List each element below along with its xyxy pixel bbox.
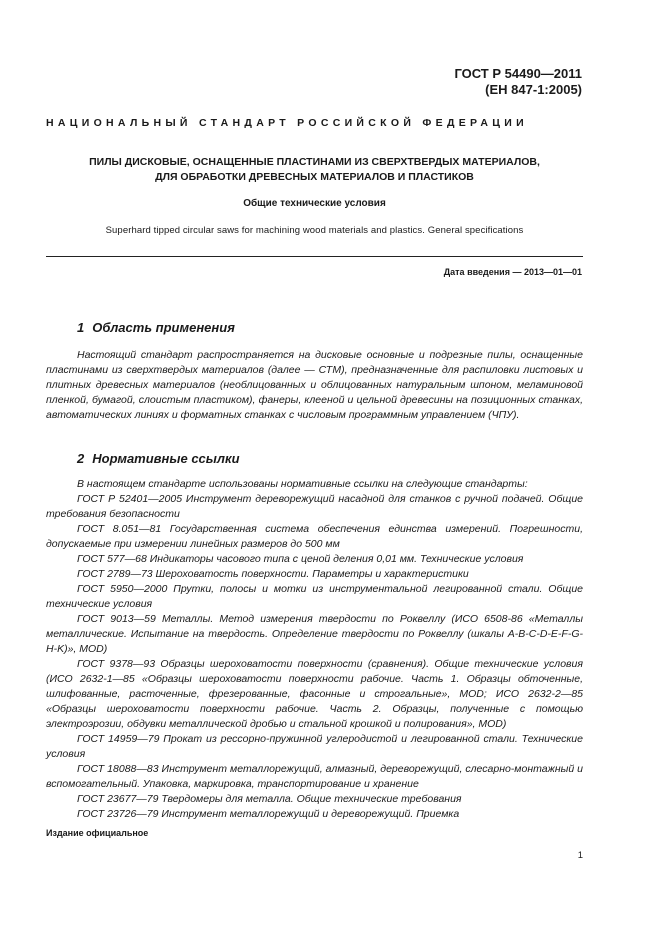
reference-item: ГОСТ Р 52401—2005 Инструмент дереворежущий насадной для станков с ручной подачей. Общие требования безопасности (46, 493, 583, 520)
reference-item: ГОСТ 2789—73 Шероховатость поверхности. Параметры и характеристики (77, 568, 469, 580)
section-1-heading (77, 320, 235, 335)
section-number: 1 (77, 320, 85, 335)
reference-item: ГОСТ 5950—2000 Прутки, полосы и мотки из инструментальной легированной стали. Общие технические условия (46, 583, 583, 610)
document-title (46, 155, 583, 185)
section-1-body (46, 348, 583, 423)
document-subtitle: Общие технические условия (243, 198, 386, 209)
reference-item: ГОСТ 577—68 Индикаторы часового типа с ценой деления 0,01 мм. Технические условия (77, 553, 524, 565)
reference-item: ГОСТ 23726—79 Инструмент металлорежущий и дереворежущий. Приемка (77, 808, 460, 820)
title-line-2: ДЛЯ ОБРАБОТКИ ДРЕВЕСНЫХ МАТЕРИАЛОВ И ПЛАСТИКОВ (155, 171, 474, 183)
section-title: Нормативные ссылки (92, 451, 240, 466)
section-number: 2 (77, 451, 85, 466)
section-title: Область применения (92, 320, 235, 335)
page-number: 1 (577, 850, 583, 861)
national-standard-heading: НАЦИОНАЛЬНЫЙ СТАНДАРТ РОССИЙСКОЙ ФЕДЕРАЦИИ (46, 117, 528, 129)
reference-item: ГОСТ 18088—83 Инструмент металлорежущий, алмазный, дереворежущий, слесарно-монтажный и вспомогательный. Упаковка, маркировка, транспортирование и хранение (46, 763, 583, 790)
reference-item: ГОСТ 8.051—81 Государственная система обеспечения единства измерений. Погрешности, допускаемые при измерении линейных размеров до 500 мм (46, 523, 583, 550)
section-2-body (46, 477, 583, 822)
english-title: Superhard tipped circular saws for machining wood materials and plastics. General specifications (105, 225, 524, 236)
title-divider (46, 256, 583, 257)
doc-equivalent: (ЕН 847-1:2005) (485, 82, 582, 97)
official-edition-label: Издание официальное (46, 828, 149, 838)
reference-item: ГОСТ 23677—79 Твердомеры для металла. Общие технические требования (77, 793, 462, 805)
paragraph: Настоящий стандарт распространяется на дисковые основные и подрезные пилы, оснащенные пластинами из сверхтвердых материалов (далее — СТМ), предназначенные для распиловки листовых и плитных древесных материалов (необлицованных и облицованных натуральным шпоном, меламиновой пленкой, бумагой, слоистым пластиком), фанеры, клееной и цельной древесины на позиционных станках, автоматических линиях и форматных станках с числовым программным управлением (ЧПУ). (46, 349, 583, 421)
section-2-heading (77, 451, 240, 466)
paragraph: В настоящем стандарте использованы нормативные ссылки на следующие стандарты: (77, 478, 528, 490)
title-line-1: ПИЛЫ ДИСКОВЫЕ, ОСНАЩЕННЫЕ ПЛАСТИНАМИ ИЗ СВЕРХТВЕРДЫХ МАТЕРИАЛОВ, (89, 156, 540, 168)
reference-item: ГОСТ 14959—79 Прокат из рессорно-пружинной углеродистой и легированной стали. Технические условия (46, 733, 583, 760)
reference-item: ГОСТ 9013—59 Металлы. Метод измерения твердости по Роквеллу (ИСО 6508-86 «Металлы металлические. Испытание на твердость. Определение твердости по Роквеллу (шкалы A-B-C-D-E-F-G-H-K)», MOD) (46, 613, 583, 655)
reference-item: ГОСТ 9378—93 Образцы шероховатости поверхности (сравнения). Общие технические условия (ИСО 2632-1—85 «Образцы шероховатости поверхности рабочие. Часть 1. Образцы обточенные, шлифованные, расточенные, фрезерованные, фасонные и строгальные», MOD; ИСО 2632-2—85 «Образцы шероховатости поверхности рабочие. Часть 2. Образцы, полученные с помощью электроэрозии, обдувки металлической дробью и стальной крошкой и полирования», MOD) (46, 658, 583, 730)
document-id (454, 66, 582, 98)
doc-number: ГОСТ Р 54490—2011 (454, 66, 582, 81)
introduction-date: Дата введения — 2013—01—01 (443, 267, 582, 277)
